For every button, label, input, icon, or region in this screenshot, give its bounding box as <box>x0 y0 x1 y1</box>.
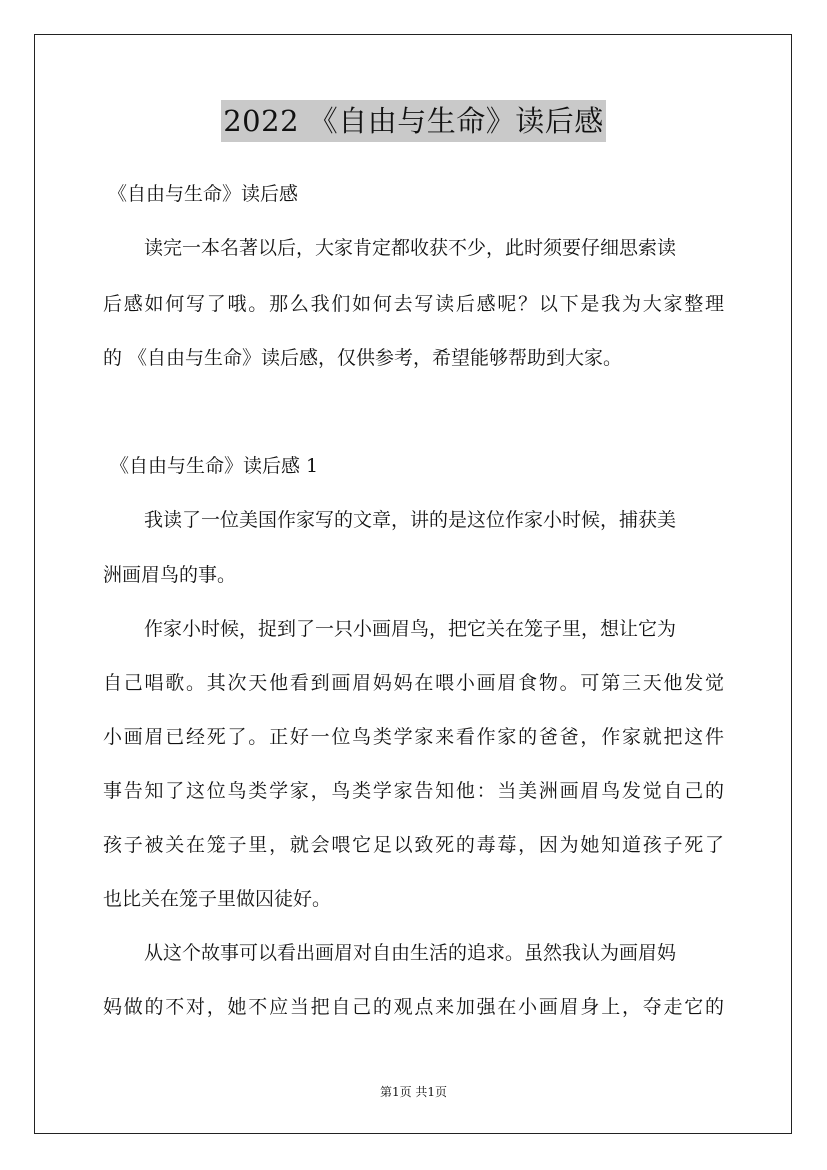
paragraph-line: 读完一本名著以后，大家肯定都收获不少，此时须要仔细思索读 <box>144 237 677 259</box>
paragraph-line: 妈做的不对，她不应当把自己的观点来加强在小画眉身上，夺走它的 <box>103 996 724 1018</box>
paragraph-line: 洲画眉鸟的事。 <box>103 564 237 586</box>
paragraph-line: 也比关在笼子里做囚徒好。 <box>103 888 332 910</box>
page-footer: 第1页 共1页 <box>379 1085 448 1099</box>
paragraph-line: 从这个故事可以看出画眉对自由生活的追求。虽然我认为画眉妈 <box>144 942 677 964</box>
paragraph-line: 事告知了这位鸟类学家，鸟类学家告知他：当美洲画眉鸟发觉自己的 <box>103 780 724 802</box>
subtitle-line: 《自由与生命》读后感 <box>108 183 299 205</box>
paragraph-line: 自己唱歌。其次天他看到画眉妈妈在喂小画眉食物。可第三天他发觉 <box>103 672 724 694</box>
paragraph-line: 的 《自由与生命》读后感，仅供参考，希望能够帮助到大家。 <box>103 347 623 369</box>
document-title: 2022 《自由与生命》读后感 <box>221 100 606 142</box>
paragraph-line: 后感如何写了哦。那么我们如何去写读后感呢？以下是我为大家整理 <box>103 293 724 315</box>
section-heading: 《自由与生命》读后感 1 <box>110 455 319 477</box>
paragraph-line: 我读了一位美国作家写的文章，讲的是这位作家小时候，捕获美 <box>144 509 677 531</box>
paragraph-line: 孩子被关在笼子里，就会喂它足以致死的毒莓，因为她知道孩子死了 <box>103 834 724 856</box>
paragraph-line: 作家小时候，捉到了一只小画眉鸟，把它关在笼子里，想让它为 <box>144 618 677 640</box>
paragraph-line: 小画眉已经死了。正好一位鸟类学家来看作家的爸爸，作家就把这件 <box>103 726 724 748</box>
title-container <box>0 100 827 142</box>
